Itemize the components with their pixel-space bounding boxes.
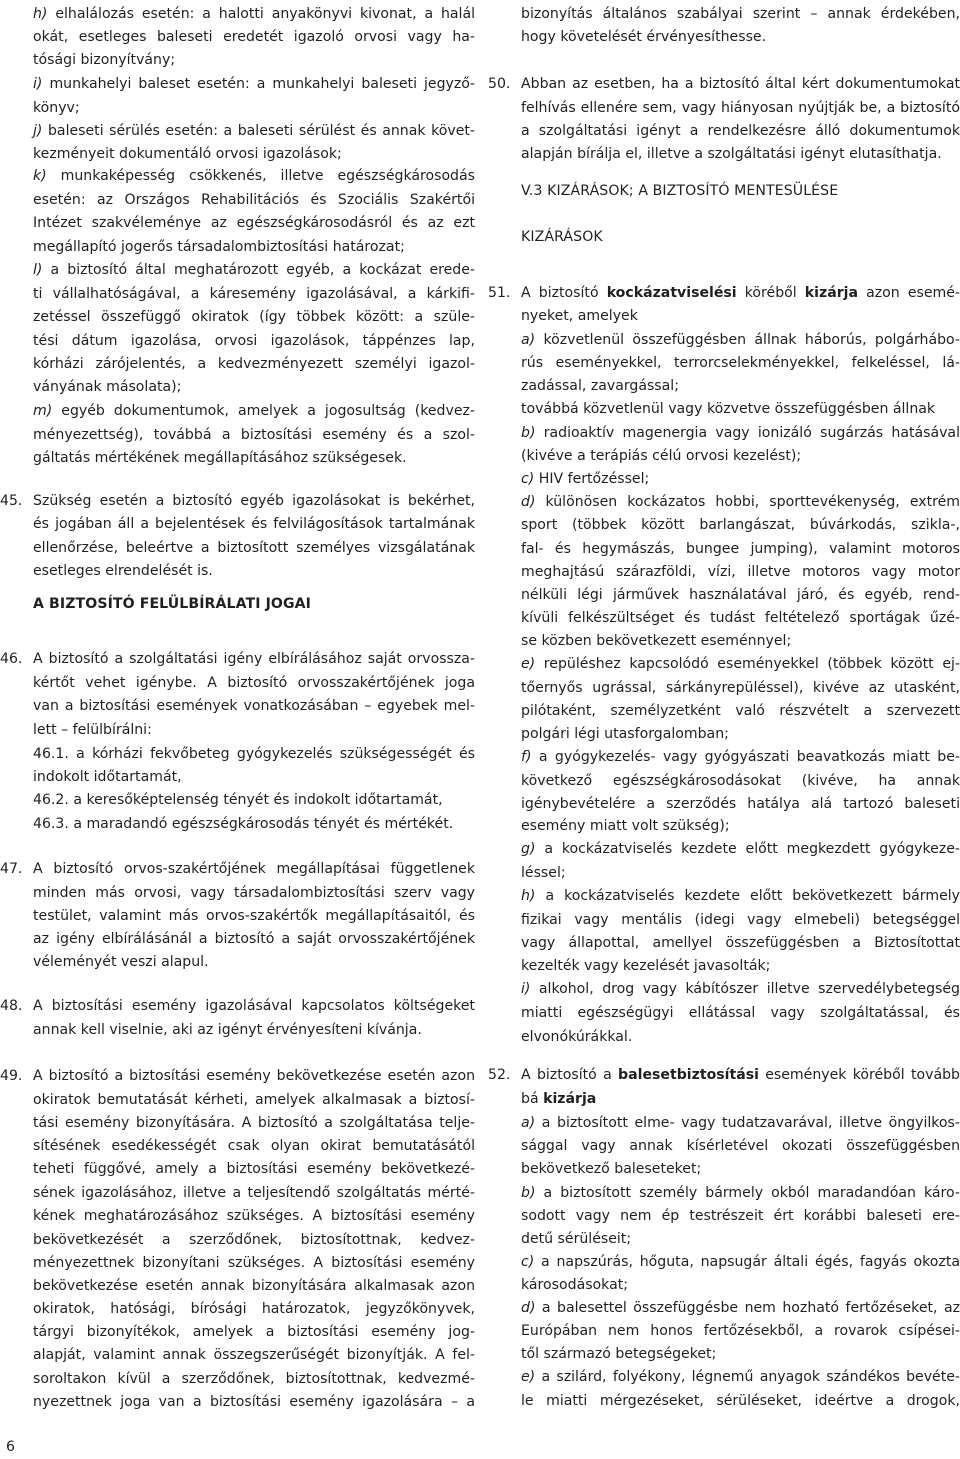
line-text: az igény elbírálásánál a biztosító a saját orvosszakértőjének [33, 931, 475, 947]
line-text: felhívás ellenére sem, vagy hiányosan nyújtják be, a biztosító [521, 100, 960, 116]
list-label: d) [521, 494, 536, 510]
line-text: léssel; [521, 865, 566, 881]
line-text: sport (többek között barlangászat, búvárkodás, szikla-, [521, 517, 960, 533]
text-line [521, 815, 960, 838]
section-heading: A BIZTOSÍTÓ FELÜLBÍRÁLATI JOGAI [33, 596, 312, 612]
text-line [521, 561, 960, 584]
text-line [521, 723, 960, 746]
line-text: 46.2. a keresőképtelenség tényét és indokolt időtartamát, [33, 792, 443, 808]
text-line [33, 672, 475, 695]
text-line [521, 862, 960, 885]
text-line [33, 1368, 475, 1391]
text-line [521, 468, 960, 491]
line-text: van a biztosítási események vonatkozásában – egyebek mel- [33, 698, 475, 714]
item-number: 52. [488, 1067, 511, 1083]
line-text: baleseti sérülés esetén: a baleseti sérülést és annak követ- [42, 123, 475, 139]
text-line [521, 1088, 960, 1111]
line-text: kívüli felkészültséget és tudást feltételező sportágak űzé- [521, 610, 960, 626]
line-text: a balesettel összefüggésbe nem hozható fertőzéseket, az [535, 1300, 960, 1316]
line-text: ellenőrzése, beleértve a biztosított személyes vizsgálatának [33, 540, 475, 556]
text-line [521, 1274, 960, 1297]
text-line [33, 789, 475, 812]
text-line [33, 1229, 475, 1252]
line-text: nyeket, amelyek [521, 308, 638, 324]
text-line [33, 353, 475, 376]
list-label: e) [521, 1369, 536, 1385]
text-line [33, 376, 475, 399]
text-line [521, 1228, 960, 1251]
text-line [521, 1366, 960, 1389]
line-text: tárgyi bizonyítékok, amelyek a biztosítási esemény jog- [33, 1324, 475, 1340]
text-line [33, 1205, 475, 1228]
text-line [521, 1182, 960, 1205]
line-text: bizonyítás általános szabályai szerint – annak érdekében, [521, 6, 960, 22]
text-line [521, 422, 960, 445]
line-text: indokolt időtartamát, [33, 769, 182, 785]
text-line [33, 560, 475, 583]
text-line [521, 1205, 960, 1228]
line-text: károsodásokat; [521, 1277, 628, 1293]
list-label: f) [521, 749, 532, 765]
text-line [521, 538, 960, 561]
list-label: b) [521, 1185, 536, 1201]
text-line [33, 424, 475, 447]
line-text: tőernyős ugrással, sárkányrepüléssel), kivéve az utasként, [521, 680, 960, 696]
text-line [0, 1065, 475, 1088]
text-line [33, 1019, 475, 1042]
text-line [33, 49, 475, 72]
text-line [521, 120, 960, 143]
text-line [33, 719, 475, 742]
list-label: i) [521, 981, 531, 997]
text-line [33, 259, 475, 282]
line-text: megállapító jogerős társadalombiztosítási határozat; [33, 239, 405, 255]
text-line [521, 584, 960, 607]
line-text: zetéssel összefüggő okiratok (így többek között: a szüle- [33, 309, 475, 325]
line-text: től származó betegségeket; [521, 1346, 717, 1362]
line-text: miatti egészségügyi ellátással vagy szolgáltatással, és [521, 1005, 960, 1021]
text-line [521, 1112, 960, 1135]
text-line [33, 1182, 475, 1205]
line-text: okiratok bemutatását kérheti, amelyek alkalmasak a biztosí- [33, 1092, 475, 1108]
text-line [33, 236, 475, 259]
list-label: m) [33, 403, 53, 419]
line-text: ti vállalhatóságával, a káresemény igazolásával, a kárkifi- [33, 286, 475, 302]
line-text: se közben bekövetkezett eseménnyel; [521, 633, 792, 649]
line-text: HIV fertőzéssel; [534, 471, 650, 487]
text-line [33, 882, 475, 905]
line-text: bekövetkező baleseteket; [521, 1161, 702, 1177]
list-label: j) [33, 123, 43, 139]
text-line [0, 858, 475, 881]
line-text: tósági bizonyítvány; [33, 52, 176, 68]
line-text: a gyógykezelés- vagy gyógyászati beavatkozás miatt be- [531, 749, 960, 765]
item-number: 45. [0, 493, 23, 509]
text-line [521, 514, 960, 537]
text-line [33, 1252, 475, 1275]
line-text: sodott vagy nem ép testrészeit ért korábbi baleseti ere- [521, 1208, 960, 1224]
line-text: pilótaként, személyzetként való részvételt a szervezett [521, 703, 960, 719]
text-line [33, 3, 475, 26]
text-line [521, 607, 960, 630]
text-line [521, 677, 960, 700]
line-text: detű sérüléseit; [521, 1231, 632, 1247]
line-text: alapján bírálja el, illetve a szolgáltatási igényt elutasíthatja. [521, 146, 942, 162]
text-line [521, 143, 960, 166]
text-line [521, 375, 960, 398]
line-text: zadással, zavargással; [521, 378, 679, 394]
item-number: 48. [0, 998, 23, 1014]
text-line [521, 305, 960, 328]
text-line [33, 513, 475, 536]
list-label: h) [33, 6, 48, 22]
text-line [33, 212, 475, 235]
line-text: ványának másolata); [33, 379, 182, 395]
line-text: és jogában áll a bejelentések és felvilágosítások tartalmának [33, 516, 475, 532]
line-text: testület, valamint más orvos-szakértők megállapításaitól, és [33, 908, 475, 924]
line-text: (kivéve a terápiás célú orvosi kezelést); [521, 448, 802, 464]
text-line [33, 1135, 475, 1158]
text-line [33, 143, 475, 166]
line-text: Európában nem honos fertőzésekből, a rovarok csípései- [521, 1323, 960, 1339]
text-line [33, 330, 475, 353]
text-line [33, 447, 475, 470]
text-line [33, 120, 475, 143]
line-text: bekövetkezése esetén annak bizonyítására alkalmasak azon [33, 1278, 475, 1294]
line-text: 46.3. a maradandó egészségkárosodás tényét és mértékét. [33, 816, 454, 832]
line-text: A biztosító orvos-szakértőjének megállapításai függetlenek [33, 861, 475, 877]
line-text: fal- és hegymászás, bungee jumping), valamint motoros [521, 541, 960, 557]
text-line [0, 490, 475, 513]
text-line [488, 1064, 960, 1087]
line-text: azon esemé- [858, 285, 960, 301]
text-line [521, 1390, 960, 1413]
line-text: minden más orvosi, vagy társadalombiztosítási szerv vagy [33, 885, 475, 901]
list-label: a) [521, 332, 536, 348]
line-text: tási esemény bizonyítására. A biztosító a szolgáltatása telje- [33, 1115, 475, 1131]
line-text: meghajtású szárazföldi, vízi, illetve motoros vagy motor [521, 564, 960, 580]
line-text: lett – felülbírálni: [33, 722, 152, 738]
line-text: a napszúrás, hőguta, napsugár általi égés, fagyás okozta [534, 1254, 960, 1270]
line-text: véleményét veszi alapul. [33, 954, 209, 970]
line-text: A biztosító a szolgáltatási igény elbírálásához saját orvossza- [33, 651, 475, 667]
text-line [33, 1089, 475, 1112]
text-line [33, 1298, 475, 1321]
line-text: radioaktív magenergia vagy ionizáló sugárzás hatásával [535, 425, 960, 441]
text-line [521, 1297, 960, 1320]
text-line [521, 885, 960, 908]
item-number: 50. [488, 76, 511, 92]
text-line [33, 766, 475, 789]
text-line [521, 97, 960, 120]
text-line [33, 813, 475, 836]
text-line [33, 537, 475, 560]
text-line [521, 26, 960, 49]
line-text: a biztosított elme- vagy tudatzavarával, illetve öngyilkos- [535, 1115, 960, 1131]
list-label: e) [521, 656, 536, 672]
text-line [488, 282, 960, 305]
text-line [33, 743, 475, 766]
text-line [33, 695, 475, 718]
line-text: polgári légi utasforgalomban; [521, 726, 729, 742]
line-text: Intézet szakvéleménye az egészségkárosodásról és az ezt [33, 215, 475, 231]
list-label: c) [521, 1254, 535, 1270]
line-text: egyéb dokumentumok, amelyek a jogosultság (kedvez- [52, 403, 475, 419]
line-text: kértőt vehet igénybe. A biztosító orvosszakértőjének joga [33, 675, 475, 691]
line-text: a biztosító által meghatározott egyéb, a kockázat erede- [42, 262, 475, 278]
line-text: A biztosító a biztosítási esemény bekövetkezése esetén azon [33, 1068, 475, 1084]
page-number: 6 [6, 1439, 15, 1455]
line-text: tési dátum igazolása, orvosi igazolások, táppénzes lap, [33, 333, 475, 349]
text-line [33, 97, 475, 120]
line-text: kezményeit dokumentáló orvosi igazolások; [33, 146, 342, 162]
text-line [521, 1158, 960, 1181]
line-text: esemény miatt volt szükség); [521, 818, 730, 834]
text-line [521, 491, 960, 514]
bold-term: kizárja [804, 285, 859, 301]
text-line [33, 306, 475, 329]
line-text: bekövetkezését a szerződőnek, biztosítottnak, kedvez- [33, 1232, 475, 1248]
text-line [33, 928, 475, 951]
line-text: esetén: az Országos Rehabilitációs és Szociális Szakértői [33, 192, 475, 208]
line-text: következő egészségkárosodásokat (kivéve, ha annak [521, 773, 960, 789]
text-line [33, 1112, 475, 1135]
text-line [0, 648, 475, 671]
list-label: b) [521, 425, 536, 441]
line-text: kének meghatározásához szükséges. A biztosítási esemény [33, 1208, 475, 1224]
text-line [488, 73, 960, 96]
text-line [521, 909, 960, 932]
line-text: továbbá közvetlenül vagy közvetve összefüggésben állnak [521, 401, 936, 417]
line-text: gáltatás mértékének megállapításához szükségesek. [33, 450, 407, 466]
subsection-heading: KIZÁRÁSOK [521, 229, 603, 245]
line-text: fizikai vagy mentális (idegi vagy elmebeli) betegséggel [521, 912, 960, 928]
text-line [521, 630, 960, 653]
line-text: Abban az esetben, ha a biztosító által kért dokumentumokat [521, 76, 960, 92]
line-text: Szükség esetén a biztosító egyéb igazolásokat is bekérhet, [33, 493, 475, 509]
text-line [521, 746, 960, 769]
text-line [521, 445, 960, 468]
text-line [33, 1321, 475, 1344]
line-text: okát, esetleges baleseti eredetét igazoló orvosi vagy ha- [33, 29, 475, 45]
text-line [33, 165, 475, 188]
section-heading: V.3 KIZÁRÁSOK; A BIZTOSÍTÓ MENTESÜLÉSE [521, 183, 839, 199]
text-line [521, 3, 960, 26]
text-line [521, 838, 960, 861]
item-number: 49. [0, 1068, 23, 1084]
line-text: a kockázatviselés kezdete előtt megkezdett gyógykeze- [535, 841, 960, 857]
list-label: d) [521, 1300, 536, 1316]
line-text: 46.1. a kórházi fekvőbeteg gyógykezelés szükségességét és [33, 746, 475, 762]
line-text: sággal vagy annak kísérletével okozati összefüggésben [521, 1138, 960, 1154]
text-line [521, 653, 960, 676]
line-text: teheti függővé, amely a biztosítási esemény bekövetkezé- [33, 1161, 475, 1177]
line-text: sének igazolásához, illetve a teljesítendő szolgáltatás mérté- [33, 1185, 475, 1201]
line-text: kezelték vagy kezelését javasolták; [521, 958, 771, 974]
text-line [33, 400, 475, 423]
text-line [521, 955, 960, 978]
line-text: rús eseményekkel, terrorcselekményekkel, felkeléssel, lá- [521, 355, 960, 371]
text-line [33, 26, 475, 49]
line-text: A biztosító a [521, 1067, 619, 1083]
line-text: alkohol, drog vagy kábítószer illetve szervedélybetegség [530, 981, 960, 997]
text-line [521, 770, 960, 793]
line-text: a kockázatviselés kezdete előtt bekövetkezett bármely [535, 888, 960, 904]
text-line [521, 1343, 960, 1366]
list-label: k) [33, 168, 47, 184]
text-line [33, 73, 475, 96]
line-text: könyv; [33, 100, 80, 116]
text-line [33, 1391, 475, 1414]
list-label: h) [521, 888, 536, 904]
line-text: A biztosító [521, 285, 607, 301]
text-line [521, 1320, 960, 1343]
line-text: hogy követelését érvényesíthesse. [521, 29, 767, 45]
text-line [521, 1135, 960, 1158]
text-line [521, 978, 960, 1001]
line-text: igénybevételére a szerződés hatálya alá tartozó baleseti [521, 796, 960, 812]
item-number: 46. [0, 651, 23, 667]
line-text: repüléshez kapcsolódó eseményekkel (többek között ej- [535, 656, 960, 672]
text-line [521, 1002, 960, 1025]
text-line [521, 1251, 960, 1274]
line-text: munkahelyi baleset esetén: a munkahelyi baleseti jegyző- [42, 76, 475, 92]
list-label: i) [33, 76, 43, 92]
text-line [521, 793, 960, 816]
item-number: 51. [488, 285, 511, 301]
text-line [33, 1344, 475, 1367]
text-line [33, 1275, 475, 1298]
line-text: soroltakon kívül a szerződőnek, biztosítottnak, kedvezmé- [33, 1371, 475, 1387]
line-text: alapját, valamint annak összegszerűségét bizonyítják. A fel- [33, 1347, 475, 1363]
text-line [33, 905, 475, 928]
line-text: különösen kockázatos hobbi, sporttevékenység, extrém [535, 494, 960, 510]
line-text: okiratok, hatósági, bírósági határozatok, jegyzőkönyvek, [33, 1301, 475, 1317]
text-line [521, 398, 960, 421]
text-line [33, 283, 475, 306]
line-text: vagy állapottal, amellyel összefüggésben a Biztosítottat [521, 935, 960, 951]
line-text: a szolgáltatási igényt a rendelkezésre álló dokumentumok [521, 123, 960, 139]
bold-term: kockázatviselési [606, 285, 737, 301]
text-line [521, 329, 960, 352]
line-text: nyezettnek joga van a biztosítási esemény igazolására – a [33, 1394, 475, 1410]
line-text: ményezettség), továbbá a biztosítási esemény és a szol- [33, 427, 475, 443]
line-text: le miatti mérgezéseket, sérüléseket, ideértve a drogok, [521, 1393, 960, 1409]
line-text: sítésének esedékességét csak olyan okirat bemutatásától [33, 1138, 475, 1154]
text-line [521, 700, 960, 723]
line-text: bá [521, 1091, 544, 1107]
line-text: elvonókúrákkal. [521, 1029, 633, 1045]
text-line [33, 189, 475, 212]
list-label: c) [521, 471, 535, 487]
text-line [521, 932, 960, 955]
line-text: munkaképesség csökkenés, illetve egészségkárosodás [46, 168, 475, 184]
list-label: a) [521, 1115, 536, 1131]
line-text: köréből [736, 285, 805, 301]
line-text: elhalálozás esetén: a halotti anyakönyvi kivonat, a halál [47, 6, 475, 22]
bold-term: kizárja [543, 1091, 597, 1107]
line-text: események köréből tovább [758, 1067, 960, 1083]
line-text: a biztosított személy bármely okból maradandóan káro- [535, 1185, 960, 1201]
text-line [33, 1158, 475, 1181]
line-text: a szilárd, folyékony, légnemű anyagok szándékos bevéte- [535, 1369, 960, 1385]
bold-term: balesetbiztosítási [618, 1067, 759, 1083]
text-line [521, 352, 960, 375]
text-line [0, 995, 475, 1018]
line-text: A biztosítási esemény igazolásával kapcsolatos költségeket [33, 998, 475, 1014]
line-text: annak kell viselnie, aki az igényt érvényesíteni kívánja. [33, 1022, 422, 1038]
line-text: közvetlenül összefüggésben állnak háborús, polgárhábo- [535, 332, 960, 348]
text-line [33, 951, 475, 974]
line-text: ményezettnek bizonyítani szükséges. A biztosítási esemény [33, 1255, 475, 1271]
list-label: l) [33, 262, 43, 278]
text-line [521, 1026, 960, 1049]
list-label: g) [521, 841, 536, 857]
line-text: esetleges elrendelését is. [33, 563, 213, 579]
item-number: 47. [0, 861, 23, 877]
line-text: nélküli légi járművek használatával járó, és egyéb, rend- [521, 587, 960, 603]
line-text: kórházi zárójelentés, a kedvezményezett személyi igazol- [33, 356, 475, 372]
